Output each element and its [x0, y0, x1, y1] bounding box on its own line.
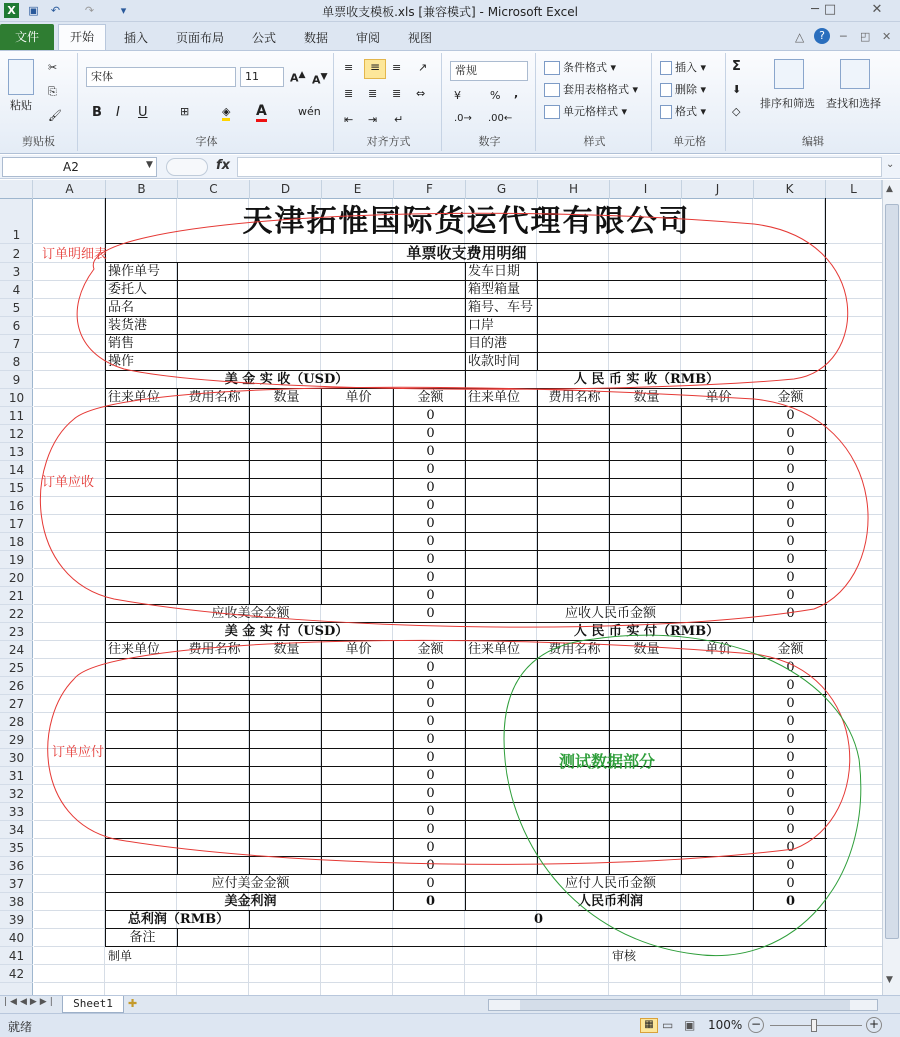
row-header-5[interactable]: 5: [0, 299, 33, 317]
row-header-1[interactable]: 1: [0, 199, 33, 244]
table-col-header: 金额: [417, 390, 444, 405]
row-header-3[interactable]: 3: [0, 263, 33, 281]
zoom-level[interactable]: 100%: [708, 1018, 743, 1032]
row-header-30[interactable]: 30: [0, 749, 33, 767]
insert-sheet-icon[interactable]: ✚: [128, 997, 138, 1010]
table-col-header: 往来单位: [468, 390, 521, 405]
row-header-19[interactable]: 19: [0, 551, 33, 569]
amount-cell: 0: [426, 570, 435, 585]
amount-cell: 0: [426, 822, 435, 837]
fill-color-icon[interactable]: ◈: [222, 105, 230, 121]
amount-cell: 0: [786, 768, 795, 783]
info-label: 销售: [108, 336, 135, 351]
order-receivable-ellipse: [40, 387, 868, 627]
amount-cell: 0: [786, 876, 795, 891]
undo-icon[interactable]: ↶: [50, 4, 61, 17]
row-header-22[interactable]: 22: [0, 605, 33, 623]
amount-cell: 0: [426, 768, 435, 783]
amount-cell: 0: [426, 426, 435, 441]
insert-label: 插入: [675, 61, 697, 74]
rmb-profit-label: 人民币利润: [577, 894, 643, 909]
column-header-f[interactable]: F: [394, 180, 466, 199]
amount-cell: 0: [786, 516, 795, 531]
format-as-table-label: 套用表格格式: [563, 83, 629, 96]
info-label: 委托人: [108, 282, 148, 297]
column-header-i[interactable]: I: [610, 180, 682, 199]
formula-bar: [0, 155, 900, 179]
row-header-42[interactable]: 42: [0, 965, 33, 983]
remark-label: 备注: [129, 930, 156, 945]
payable-usd-label: 应付美金金额: [211, 876, 290, 891]
column-header-g[interactable]: G: [466, 180, 538, 199]
worksheet-grid[interactable]: [34, 199, 882, 995]
table-col-header: 费用名称: [188, 390, 241, 405]
annotation-order-receivable: 订单应收: [42, 475, 95, 490]
tab-home[interactable]: 开始: [58, 24, 106, 50]
amount-cell: 0: [426, 516, 435, 531]
amount-cell: 0: [786, 822, 795, 837]
row-header-9[interactable]: 9: [0, 371, 33, 389]
cell-styles-button[interactable]: 单元格样式 ▾: [544, 103, 627, 119]
alignment-group: [336, 53, 442, 151]
row-header-17[interactable]: 17: [0, 515, 33, 533]
conditional-format-button[interactable]: 条件格式 ▾: [544, 59, 616, 75]
maker-label: 制单: [108, 949, 133, 963]
amount-cell: 0: [426, 804, 435, 819]
row-header-31[interactable]: 31: [0, 767, 33, 785]
sort-filter-button[interactable]: 排序和筛选: [760, 97, 815, 110]
status-ready: 就绪: [8, 1020, 33, 1034]
column-header-d[interactable]: D: [250, 180, 322, 199]
workbook-minimize-icon[interactable]: ─: [840, 30, 847, 43]
row-header-24[interactable]: 24: [0, 641, 33, 659]
delete-icon: [660, 83, 672, 97]
usd-pay-header: 美 金 实 付（USD）: [224, 624, 349, 639]
align-left-icon[interactable]: ≣: [344, 87, 354, 100]
window-title: 单票收支模板.xls [兼容模式] - Microsoft Excel: [322, 5, 578, 19]
format-cells-button[interactable]: 格式 ▾: [660, 103, 706, 119]
wrap-text-icon[interactable]: ↵: [394, 113, 404, 126]
row-header-10[interactable]: 10: [0, 389, 33, 407]
save-icon[interactable]: ▣: [28, 4, 39, 17]
find-select-icon[interactable]: [840, 59, 870, 89]
info-label: 发车日期: [468, 264, 521, 279]
row-header-33[interactable]: 33: [0, 803, 33, 821]
clipboard-label: 剪贴板: [22, 135, 55, 148]
formula-bar-expand-icon[interactable]: ⌄: [886, 159, 895, 170]
amount-cell: 0: [786, 462, 795, 477]
name-box[interactable]: A2: [2, 157, 157, 177]
editing-group: [728, 53, 898, 151]
styles-label: 样式: [583, 135, 606, 148]
column-header-b[interactable]: B: [106, 180, 178, 199]
formula-expand-handle[interactable]: [166, 158, 208, 176]
comma-button[interactable]: ,: [514, 87, 519, 100]
paste-button[interactable]: 粘贴: [10, 99, 32, 112]
column-header-e[interactable]: E: [322, 180, 394, 199]
shrink-font-icon[interactable]: A▼: [312, 71, 328, 87]
table-col-header: 金额: [777, 642, 804, 657]
paste-icon[interactable]: [8, 59, 34, 95]
number-label: 数字: [478, 135, 501, 148]
select-all-corner[interactable]: [0, 180, 33, 199]
table-col-header: 费用名称: [548, 642, 601, 657]
order-payable-ellipse: [48, 640, 850, 864]
zoom-in-icon[interactable]: +: [866, 1017, 882, 1033]
decrease-decimal-icon[interactable]: .00←: [488, 113, 513, 124]
table-col-header: 往来单位: [468, 642, 521, 657]
align-top-icon[interactable]: ≡: [344, 61, 354, 74]
grow-font-icon[interactable]: A▲: [290, 69, 306, 85]
redo-icon[interactable]: ↷: [84, 4, 95, 17]
align-middle-icon[interactable]: ≡: [364, 59, 386, 79]
amount-cell: 0: [426, 552, 435, 567]
amount-cell: 0: [426, 876, 435, 891]
receivable-usd-label: 应收美金金额: [211, 606, 290, 621]
scroll-down-icon[interactable]: ▼: [886, 975, 893, 985]
amount-cell: 0: [786, 786, 795, 801]
row-header-6[interactable]: 6: [0, 317, 33, 335]
minimize-icon[interactable]: ─: [811, 2, 819, 17]
page-break-view-icon[interactable]: ▣: [684, 1018, 696, 1032]
amount-cell: 0: [786, 552, 795, 567]
tab-review[interactable]: 审阅: [355, 31, 380, 45]
table-col-header: 单价: [705, 390, 732, 405]
conditional-format-label: 条件格式: [563, 61, 607, 74]
row-header-28[interactable]: 28: [0, 713, 33, 731]
number-group: [444, 53, 536, 151]
receivable-rmb-label: 应收人民币金额: [564, 606, 656, 621]
delete-label: 删除: [675, 83, 697, 96]
conditional-format-icon: [544, 61, 560, 75]
amount-cell: 0: [426, 714, 435, 729]
table-col-header: 单价: [345, 390, 372, 405]
rmb-receive-header: 人 民 币 实 收（RMB）: [573, 372, 720, 387]
currency-icon[interactable]: ¥: [454, 89, 461, 102]
workbook-close-icon[interactable]: ✕: [882, 30, 892, 43]
annotation-layer: [34, 199, 882, 995]
font-name-combo[interactable]: 宋体: [86, 67, 236, 87]
row-header-40[interactable]: 40: [0, 929, 33, 947]
autosum-button[interactable]: Σ: [732, 59, 741, 74]
amount-cell: 0: [786, 480, 795, 495]
table-col-header: 费用名称: [188, 642, 241, 657]
row-header-36[interactable]: 36: [0, 857, 33, 875]
vertical-scroll-thumb[interactable]: [885, 204, 899, 939]
increase-decimal-icon[interactable]: .0→: [454, 113, 472, 124]
align-right-icon[interactable]: ≣: [392, 87, 402, 100]
tab-formulas[interactable]: 公式: [251, 31, 276, 45]
row-header-23[interactable]: 23: [0, 623, 33, 641]
amount-cell: 0: [426, 750, 435, 765]
sheet-tab-bar: [0, 995, 900, 1013]
amount-cell: 0: [426, 480, 435, 495]
align-bottom-icon[interactable]: ≡: [392, 61, 402, 74]
info-label: 箱号、车号: [468, 300, 534, 315]
file-tab[interactable]: 文件: [0, 24, 54, 50]
amount-cell: 0: [426, 660, 435, 675]
font-group: [80, 53, 334, 151]
table-col-header: 数量: [273, 390, 300, 405]
table-col-header: 往来单位: [108, 642, 161, 657]
row-header-8[interactable]: 8: [0, 353, 33, 371]
amount-cell: 0: [786, 408, 795, 423]
clear-icon[interactable]: ◇: [732, 105, 741, 118]
sort-filter-icon[interactable]: [774, 59, 804, 89]
format-icon: [660, 105, 672, 119]
amount-cell: 0: [426, 696, 435, 711]
payable-rmb-label: 应付人民币金额: [564, 876, 656, 891]
column-header-h[interactable]: H: [538, 180, 610, 199]
fill-icon[interactable]: ⬇: [732, 83, 742, 96]
row-header-13[interactable]: 13: [0, 443, 33, 461]
phonetic-icon[interactable]: wén: [298, 105, 321, 118]
clipboard-group: [0, 53, 78, 151]
insert-icon: [660, 61, 672, 75]
row-header-15[interactable]: 15: [0, 479, 33, 497]
row-header-14[interactable]: 14: [0, 461, 33, 479]
format-painter-icon[interactable]: 🖌: [48, 109, 62, 122]
ribbon: [0, 50, 900, 154]
info-label: 口岸: [468, 318, 495, 333]
format-label: 格式: [675, 105, 697, 118]
amount-cell: 0: [786, 714, 795, 729]
customize-quick-access-icon[interactable]: ▾: [120, 4, 127, 17]
page-layout-view-icon[interactable]: ▭: [662, 1018, 674, 1032]
amount-cell: 0: [426, 606, 435, 621]
amount-cell: 0: [786, 732, 795, 747]
tab-view[interactable]: 视图: [407, 31, 432, 45]
table-col-header: 数量: [633, 390, 660, 405]
total-profit-label: 总利润（RMB）: [127, 912, 230, 927]
usd-profit-label: 美金利润: [224, 894, 277, 909]
status-bar: [0, 1013, 900, 1037]
cut-icon[interactable]: ✂: [48, 61, 58, 74]
title-bar: [0, 0, 900, 22]
usd-receive-header: 美 金 实 收（USD）: [224, 372, 349, 387]
table-col-header: 数量: [633, 642, 660, 657]
table-col-header: 金额: [417, 642, 444, 657]
amount-cell: 0: [786, 750, 795, 765]
sheet-tab-sheet1[interactable]: Sheet1: [62, 996, 124, 1013]
rmb-profit-value: 0: [785, 894, 796, 909]
info-label: 品名: [108, 300, 135, 315]
amount-cell: 0: [786, 498, 795, 513]
info-label: 装货港: [108, 318, 148, 333]
column-header-bar: [0, 180, 882, 199]
amount-cell: 0: [786, 696, 795, 711]
styles-group: [538, 53, 652, 151]
row-header-20[interactable]: 20: [0, 569, 33, 587]
row-header-4[interactable]: 4: [0, 281, 33, 299]
amount-cell: 0: [426, 462, 435, 477]
amount-cell: 0: [786, 804, 795, 819]
amount-cell: 0: [426, 498, 435, 513]
order-detail-ellipse: [77, 213, 848, 389]
close-icon[interactable]: ✕: [871, 2, 883, 17]
row-header-38[interactable]: 38: [0, 893, 33, 911]
font-color-icon[interactable]: A: [256, 103, 267, 122]
sheet-subtitle: 单票收支费用明细: [406, 244, 527, 262]
row-header-7[interactable]: 7: [0, 335, 33, 353]
row-header-26[interactable]: 26: [0, 677, 33, 695]
borders-icon[interactable]: ⊞: [180, 105, 190, 118]
normal-view-icon[interactable]: ▦: [640, 1018, 658, 1033]
table-col-header: 单价: [705, 642, 732, 657]
row-header-2[interactable]: 2: [0, 244, 33, 263]
name-box-dropdown-icon[interactable]: ▼: [146, 160, 153, 170]
amount-cell: 0: [426, 588, 435, 603]
insert-function-icon[interactable]: fx: [216, 158, 231, 173]
row-header-16[interactable]: 16: [0, 497, 33, 515]
amount-cell: 0: [426, 732, 435, 747]
info-label: 操作单号: [108, 264, 161, 279]
italic-button[interactable]: I: [116, 105, 120, 120]
cells-group: [654, 53, 726, 151]
table-col-header: 数量: [273, 642, 300, 657]
amount-cell: 0: [426, 786, 435, 801]
percent-button[interactable]: %: [490, 89, 501, 102]
row-header-29[interactable]: 29: [0, 731, 33, 749]
row-header-12[interactable]: 12: [0, 425, 33, 443]
amount-cell: 0: [426, 840, 435, 855]
annotation-test-data: 测试数据部分: [559, 752, 656, 771]
tab-page-layout[interactable]: 页面布局: [175, 31, 224, 45]
row-header-25[interactable]: 25: [0, 659, 33, 677]
column-header-k[interactable]: K: [754, 180, 826, 199]
tab-data[interactable]: 数据: [303, 31, 328, 45]
zoom-slider-thumb[interactable]: [811, 1019, 817, 1032]
amount-cell: 0: [786, 426, 795, 441]
amount-cell: 0: [786, 606, 795, 621]
maximize-icon[interactable]: □: [823, 2, 837, 17]
collapse-ribbon-icon[interactable]: △: [795, 30, 805, 44]
find-select-button[interactable]: 查找和选择: [826, 97, 881, 110]
amount-cell: 0: [786, 678, 795, 693]
increase-indent-icon[interactable]: ⇥: [368, 113, 378, 126]
font-label: 字体: [195, 135, 218, 148]
auditor-label: 审核: [612, 949, 637, 963]
table-col-header: 金额: [777, 390, 804, 405]
amount-cell: 0: [786, 570, 795, 585]
usd-profit-value: 0: [425, 894, 436, 909]
row-header-34[interactable]: 34: [0, 821, 33, 839]
row-header-32[interactable]: 32: [0, 785, 33, 803]
alignment-label: 对齐方式: [366, 135, 411, 148]
decrease-indent-icon[interactable]: ⇤: [344, 113, 354, 126]
amount-cell: 0: [786, 444, 795, 459]
amount-cell: 0: [786, 588, 795, 603]
excel-logo-icon: X: [4, 3, 19, 18]
row-header-35[interactable]: 35: [0, 839, 33, 857]
company-title: 天津拓惟国际货运代理有限公司: [242, 204, 691, 239]
amount-cell: 0: [426, 678, 435, 693]
cell-styles-icon: [544, 105, 560, 119]
table-col-header: 费用名称: [548, 390, 601, 405]
align-center-icon[interactable]: ≣: [368, 87, 378, 100]
info-label: 操作: [108, 354, 135, 369]
help-icon[interactable]: ?: [814, 28, 830, 44]
insert-cells-button[interactable]: 插入 ▾: [660, 59, 706, 75]
workbook-restore-icon[interactable]: ◰: [860, 30, 871, 43]
scroll-up-icon[interactable]: ▲: [886, 184, 893, 194]
column-header-j[interactable]: J: [682, 180, 754, 199]
merge-center-icon[interactable]: ⇔: [416, 87, 426, 100]
row-header-41[interactable]: 41: [0, 947, 33, 965]
delete-cells-button[interactable]: 删除 ▾: [660, 81, 706, 97]
format-as-table-button[interactable]: 套用表格格式 ▾: [544, 81, 638, 97]
vertical-scrollbar[interactable]: [882, 180, 900, 995]
row-header-27[interactable]: 27: [0, 695, 33, 713]
amount-cell: 0: [426, 444, 435, 459]
annotation-order-payable: 订单应付: [52, 745, 105, 760]
table-col-header: 往来单位: [108, 390, 161, 405]
column-header-c[interactable]: C: [178, 180, 250, 199]
column-header-a[interactable]: A: [34, 180, 106, 199]
formula-input[interactable]: [237, 157, 882, 177]
column-header-l[interactable]: L: [826, 180, 882, 199]
test-data-ellipse: [504, 635, 861, 956]
amount-cell: 0: [786, 534, 795, 549]
zoom-out-icon[interactable]: −: [748, 1017, 764, 1033]
row-header-21[interactable]: 21: [0, 587, 33, 605]
amount-cell: 0: [786, 840, 795, 855]
underline-button[interactable]: U: [138, 105, 148, 120]
copy-icon[interactable]: ⎘: [48, 85, 57, 98]
amount-cell: 0: [786, 858, 795, 873]
cell-styles-label: 单元格样式: [563, 105, 618, 118]
horizontal-scroll-thumb[interactable]: [520, 1000, 850, 1010]
row-header-37[interactable]: 37: [0, 875, 33, 893]
table-col-header: 单价: [345, 642, 372, 657]
number-format-combo[interactable]: 常规: [450, 61, 528, 81]
row-header-bar: [0, 199, 33, 995]
editing-label: 编辑: [802, 135, 824, 148]
annotation-order-detail: 订单明细表: [42, 247, 108, 262]
row-header-11[interactable]: 11: [0, 407, 33, 425]
amount-cell: 0: [426, 408, 435, 423]
row-header-18[interactable]: 18: [0, 533, 33, 551]
amount-cell: 0: [786, 660, 795, 675]
orientation-icon[interactable]: ↗: [418, 61, 428, 74]
font-size-combo[interactable]: 11: [240, 67, 284, 87]
info-label: 箱型箱量: [468, 282, 521, 297]
total-profit-value: 0: [533, 912, 544, 927]
info-label: 目的港: [468, 336, 508, 351]
rmb-pay-header: 人 民 币 实 付（RMB）: [573, 624, 720, 639]
amount-cell: 0: [426, 858, 435, 873]
bold-button[interactable]: B: [92, 105, 102, 120]
row-header-39[interactable]: 39: [0, 911, 33, 929]
table-icon: [544, 83, 560, 97]
sheet-nav-icon[interactable]: |◀◀▶▶|: [4, 997, 56, 1007]
info-label: 收款时间: [468, 354, 521, 369]
cells-label: 单元格: [673, 135, 706, 148]
tab-insert[interactable]: 插入: [123, 31, 148, 45]
amount-cell: 0: [426, 534, 435, 549]
